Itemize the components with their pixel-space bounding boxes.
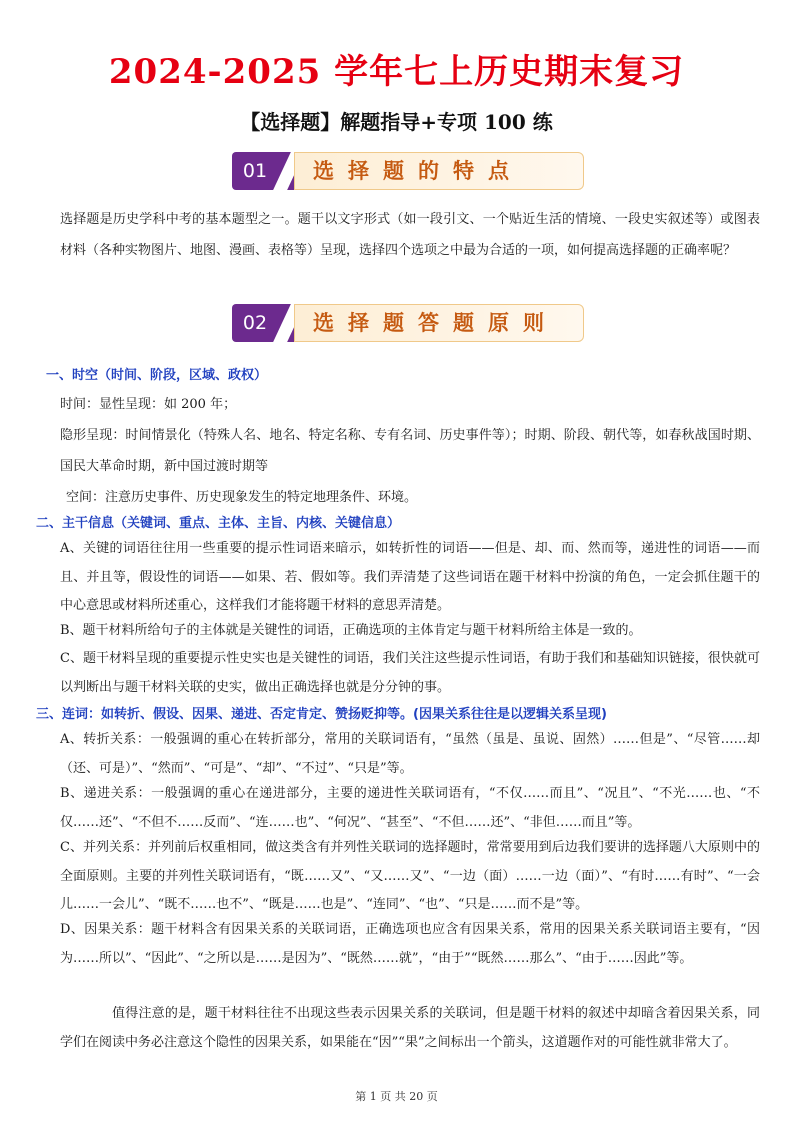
banner-label: 选择题的特点 [313, 159, 523, 183]
banner-label-box [294, 152, 584, 190]
conj-transition: A、转折关系：一般强调的重心在转折部分，常用的关联词语有，“虽然（虽是、虽说、固然）……但是”、“尽管……却（还、可是）”、“然而”、“可是”、“却”、“不过”、“只是”等。 [60, 732, 760, 776]
key-info-c: C、题干材料呈现的重要提示性史实也是关键性的词语，我们关注这些提示性词语，有助于我们和基础知识链接，很快就可以判断出与题干材料关联的史实，做出正确选择也就是分分钟的事。 [60, 651, 760, 695]
banner-label-box [294, 304, 584, 342]
intro-paragraph: 选择题是历史学科中考的基本题型之一。题干以文字形式（如一段引文、一个贴近生活的情境、一段史实叙述等）或图表材料（各种实物图片、地图、漫画、表格等）呈现，选择四个选项之中最为合适的一项，如何提高选择题的正确率呢？ [60, 212, 760, 258]
page-number: 第 1 页 共 20 页 [355, 1090, 438, 1103]
banner-number: 01 [242, 160, 268, 182]
key-info-b: B、题干材料所给句子的主体就是关键性的词语，正确选项的主体肯定与题干材料所给主体是一致的。 [60, 623, 642, 638]
section-banner-01 [232, 152, 582, 190]
banner-label: 选择题答题原则 [313, 311, 558, 335]
banner-number: 02 [242, 312, 268, 334]
heading-conjunctions: 三、连词：如转折、假设、因果、递进、否定肯定、赞扬贬抑等。(因果关系往往是以逻辑关系呈现) [36, 707, 607, 722]
causal-note: 值得注意的是，题干材料往往不出现这些表示因果关系的关联词，但是题干材料的叙述中却暗含着因果关系，同学们在阅读中务必注意这个隐性的因果关系，如果能在“因”“果”之间标出一个箭头，这道题作对的可能性就非常大了。 [60, 1006, 760, 1050]
heading-time-space: 一、时空（时间、阶段，区域、政权） [46, 368, 268, 383]
space-note: 空间：注意历史事件、历史现象发生的特定地理条件、环境。 [66, 490, 418, 505]
page-title: 2024-2025 学年七上历史期末复习 [108, 52, 685, 92]
section-banner-02 [232, 304, 582, 342]
conj-parallel: C、并列关系：并列前后权重相同，做这类含有并列性关联词的选择题时，常常要用到后边我们要讲的选择题八大原则中的全面原则。主要的并列性关联词语有，“既……又”、“又……又”、“一边（面）……一边（面）”、“有时……有时”、“一会儿……一会儿”、“既不……也不”、“既是……也是”、“连同”、“也”、“只是……而不是”等。 [60, 840, 760, 912]
conj-causal: D、因果关系：题干材料含有因果关系的关联词语，正确选项也应含有因果关系，常用的因果关系关联词语主要有，“因为……所以”、“因此”、“之所以是……是因为”、“既然……就”，“由于”“既然……那么”、“由于……因此”等。 [60, 922, 760, 966]
time-implicit: 隐形呈现：时间情景化（特殊人名、地名、特定名称、专有名词、历史事件等）；时期、阶段、朝代等，如春秋战国时期、国民大革命时期，新中国过渡时期等 [60, 428, 760, 474]
conj-progressive: B、递进关系：一般强调的重心在递进部分，主要的递进性关联词语有，“不仅……而且”、“况且”、“不光……也、“不仅……还”、“不但不……反而”、“连……也”、“何况”、“甚至”、“不但……还”、“非但……而且”等。 [60, 786, 760, 830]
page-subtitle: 【选择题】解题指导+专项 100 练 [240, 110, 553, 134]
time-explicit: 时间：显性呈现：如 200 年； [60, 397, 237, 412]
key-info-a: A、关键的词语往往用一些重要的提示性词语来暗示，如转折性的词语——但是、却、而、然而等，递进性的词语——而且、并且等，假设性的词语——如果、若、假如等。我们弄清楚了这些词语在题干材料中扮演的角色，一定会抓住题干的中心意思或材料所述重心，这样我们才能将题干材料的意思弄清楚。 [60, 541, 760, 613]
heading-key-info: 二、主干信息（关键词、重点、主体、主旨、内核、关键信息） [36, 516, 401, 531]
